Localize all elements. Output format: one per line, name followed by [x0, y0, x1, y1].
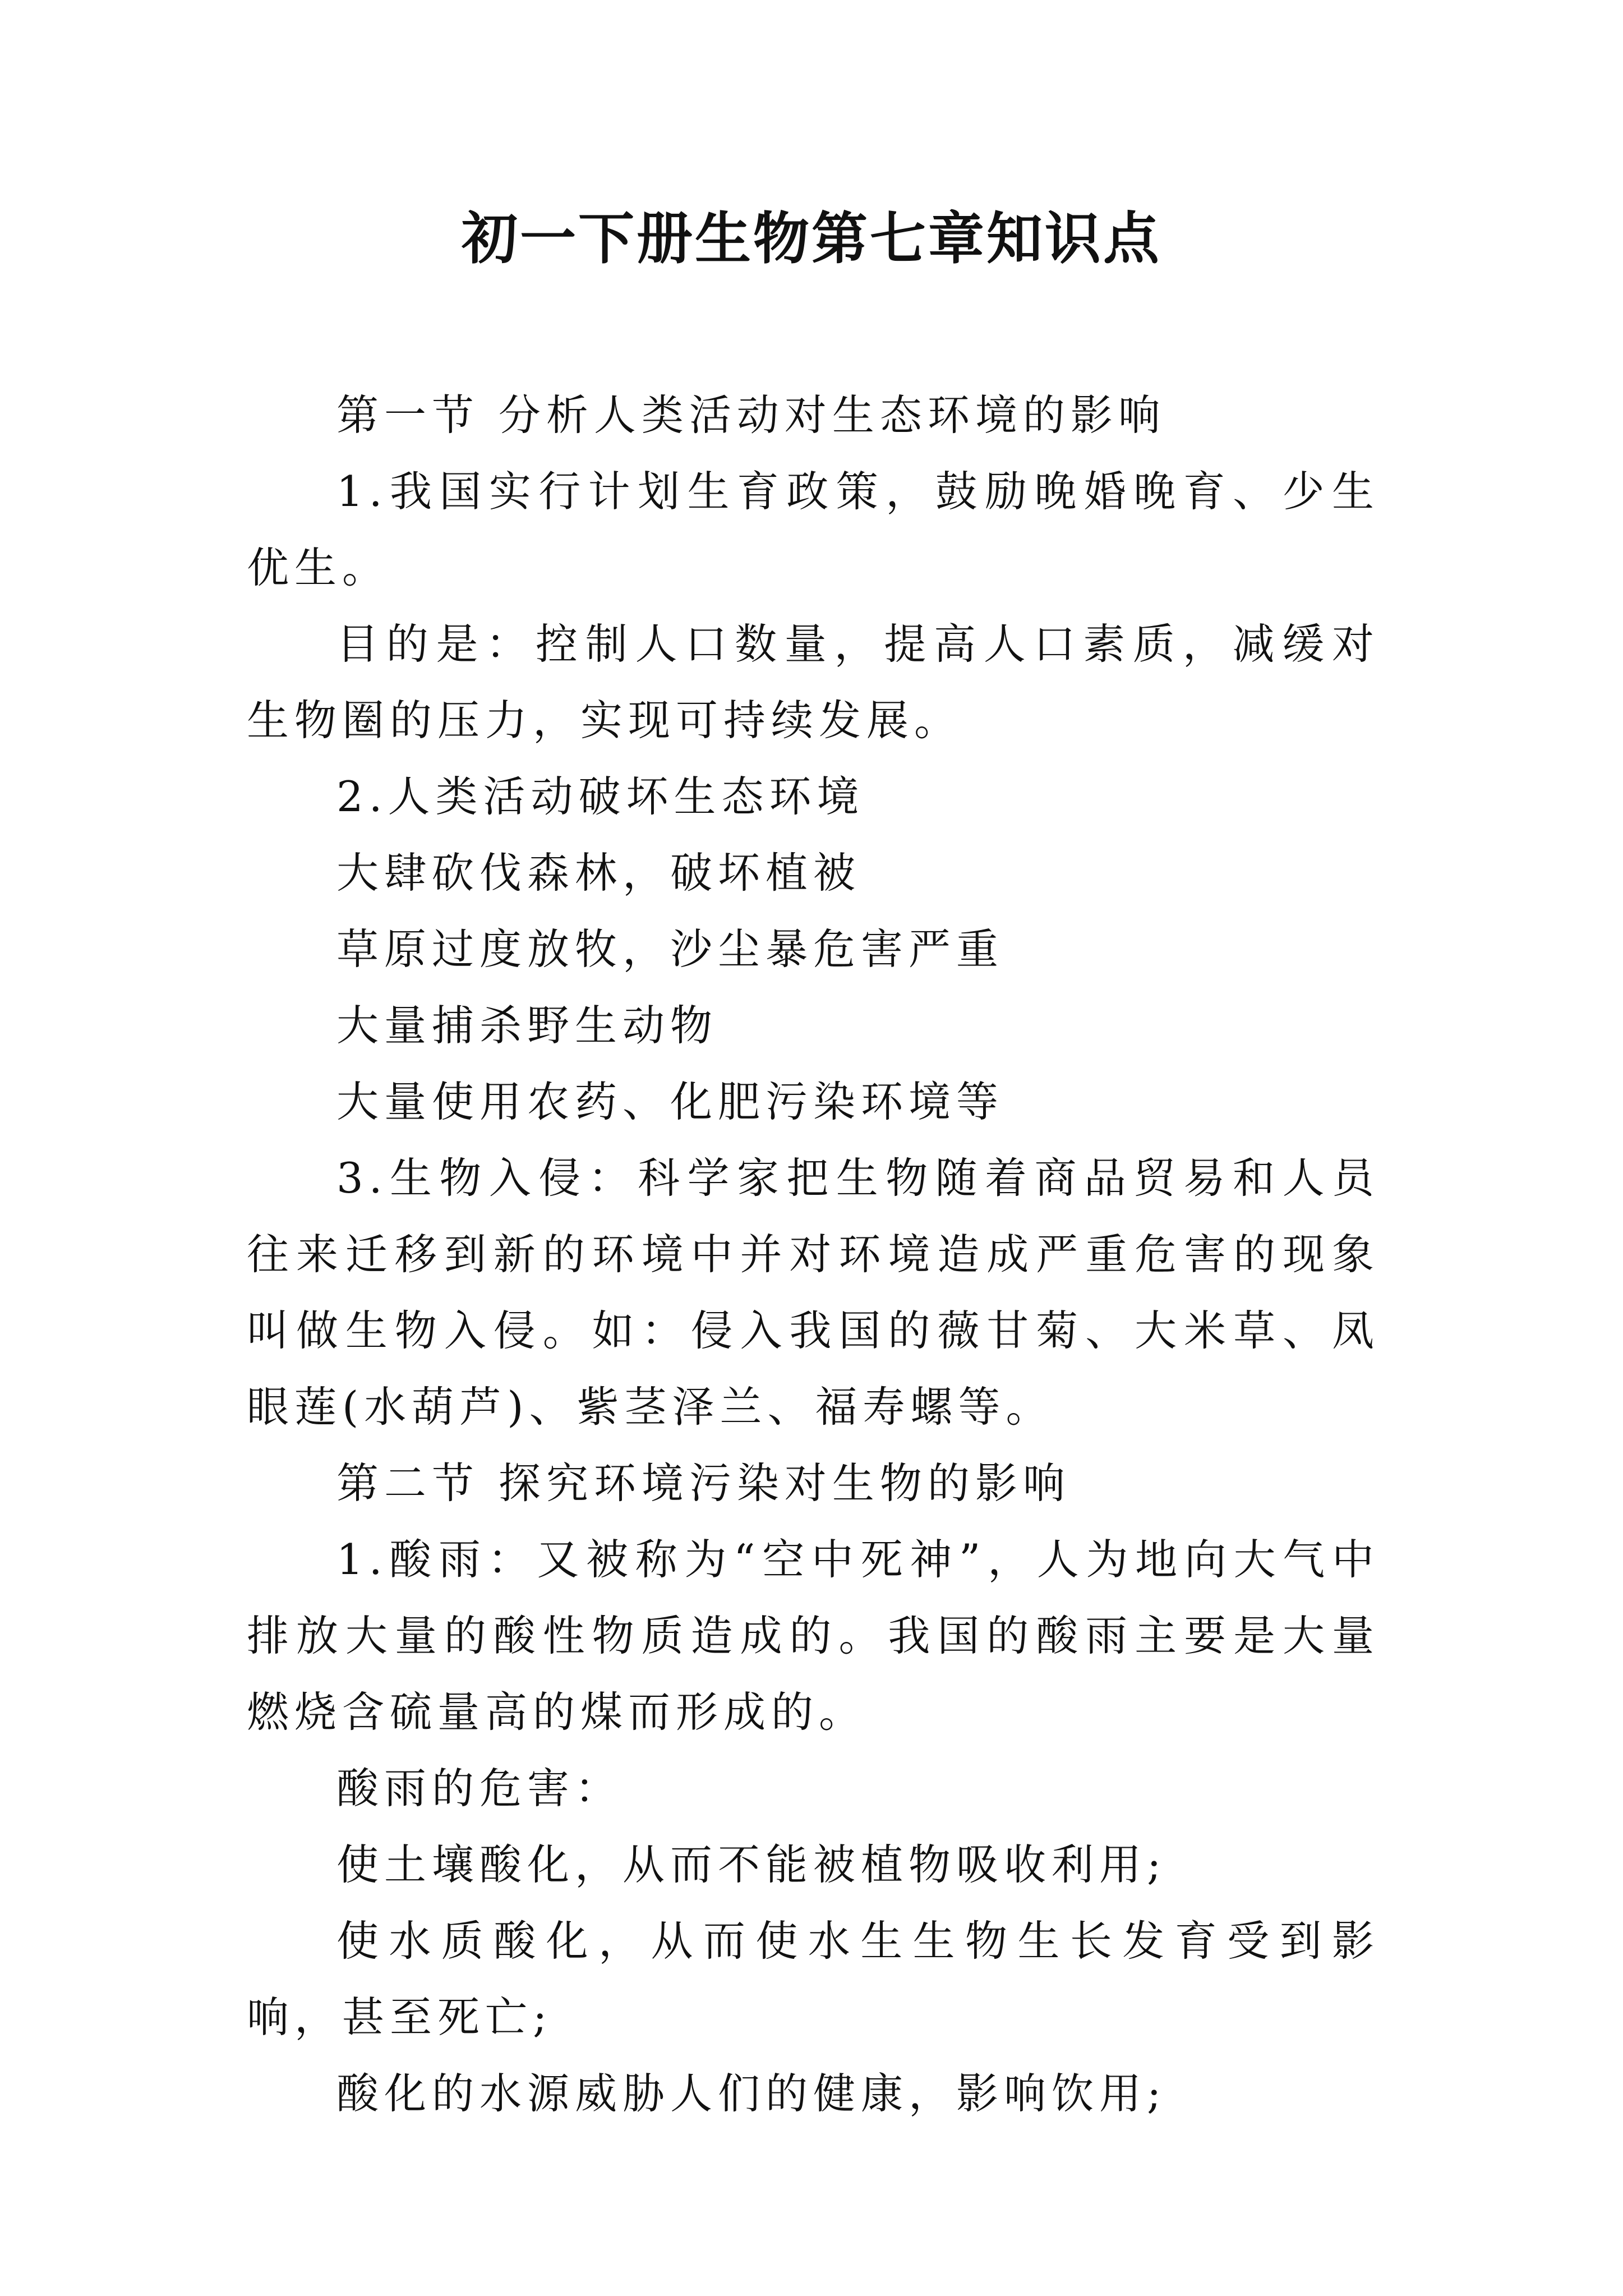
paragraph: 1.酸雨：又被称为“空中死神”，人为地向大气中排放大量的酸性物质造成的。我国的酸雨主要是大量燃烧含硫量高的煤而形成的。 — [247, 1535, 1380, 1737]
paragraph: 2.人类活动破坏生态环境 — [336, 772, 865, 821]
document-title: 初一下册生物第七章知识点 — [462, 205, 1161, 272]
paragraph: 草原过度放牧，沙尘暴危害严重 — [336, 924, 1004, 974]
paragraph: 酸雨的危害： — [336, 1764, 623, 1813]
paragraph: 使土壤酸化，从而不能被植物吸收利用; — [336, 1840, 1167, 1889]
paragraph: 目的是：控制人口数量，提高人口素质，减缓对生物圈的压力，实现可持续发展。 — [247, 619, 1380, 745]
document-body — [247, 377, 1380, 2132]
section-heading: 第二节 探究环境污染对生物的影响 — [336, 1458, 1071, 1508]
paragraph: 大肆砍伐森林，破坏植被 — [336, 848, 861, 898]
section-heading: 第一节 分析人类活动对生态环境的影响 — [336, 390, 1166, 440]
paragraph: 使水质酸化，从而使水生生物生长发育受到影响，甚至死亡; — [247, 1916, 1380, 2042]
paragraph: 大量使用农药、化肥污染环境等 — [336, 1077, 1004, 1126]
paragraph: 大量捕杀野生动物 — [336, 1001, 718, 1050]
paragraph: 3.生物入侵：科学家把生物随着商品贸易和人员往来迁移到新的环境中并对环境造成严重危害的现象叫做生物入侵。如：侵入我国的薇甘菊、大米草、凤眼莲(水葫芦)、紫茎泽兰、福寿螺等。 — [247, 1153, 1380, 1432]
paragraph: 酸化的水源威胁人们的健康，影响饮用; — [336, 2069, 1167, 2118]
paragraph: 1.我国实行计划生育政策，鼓励晚婚晚育、少生优生。 — [247, 467, 1380, 592]
